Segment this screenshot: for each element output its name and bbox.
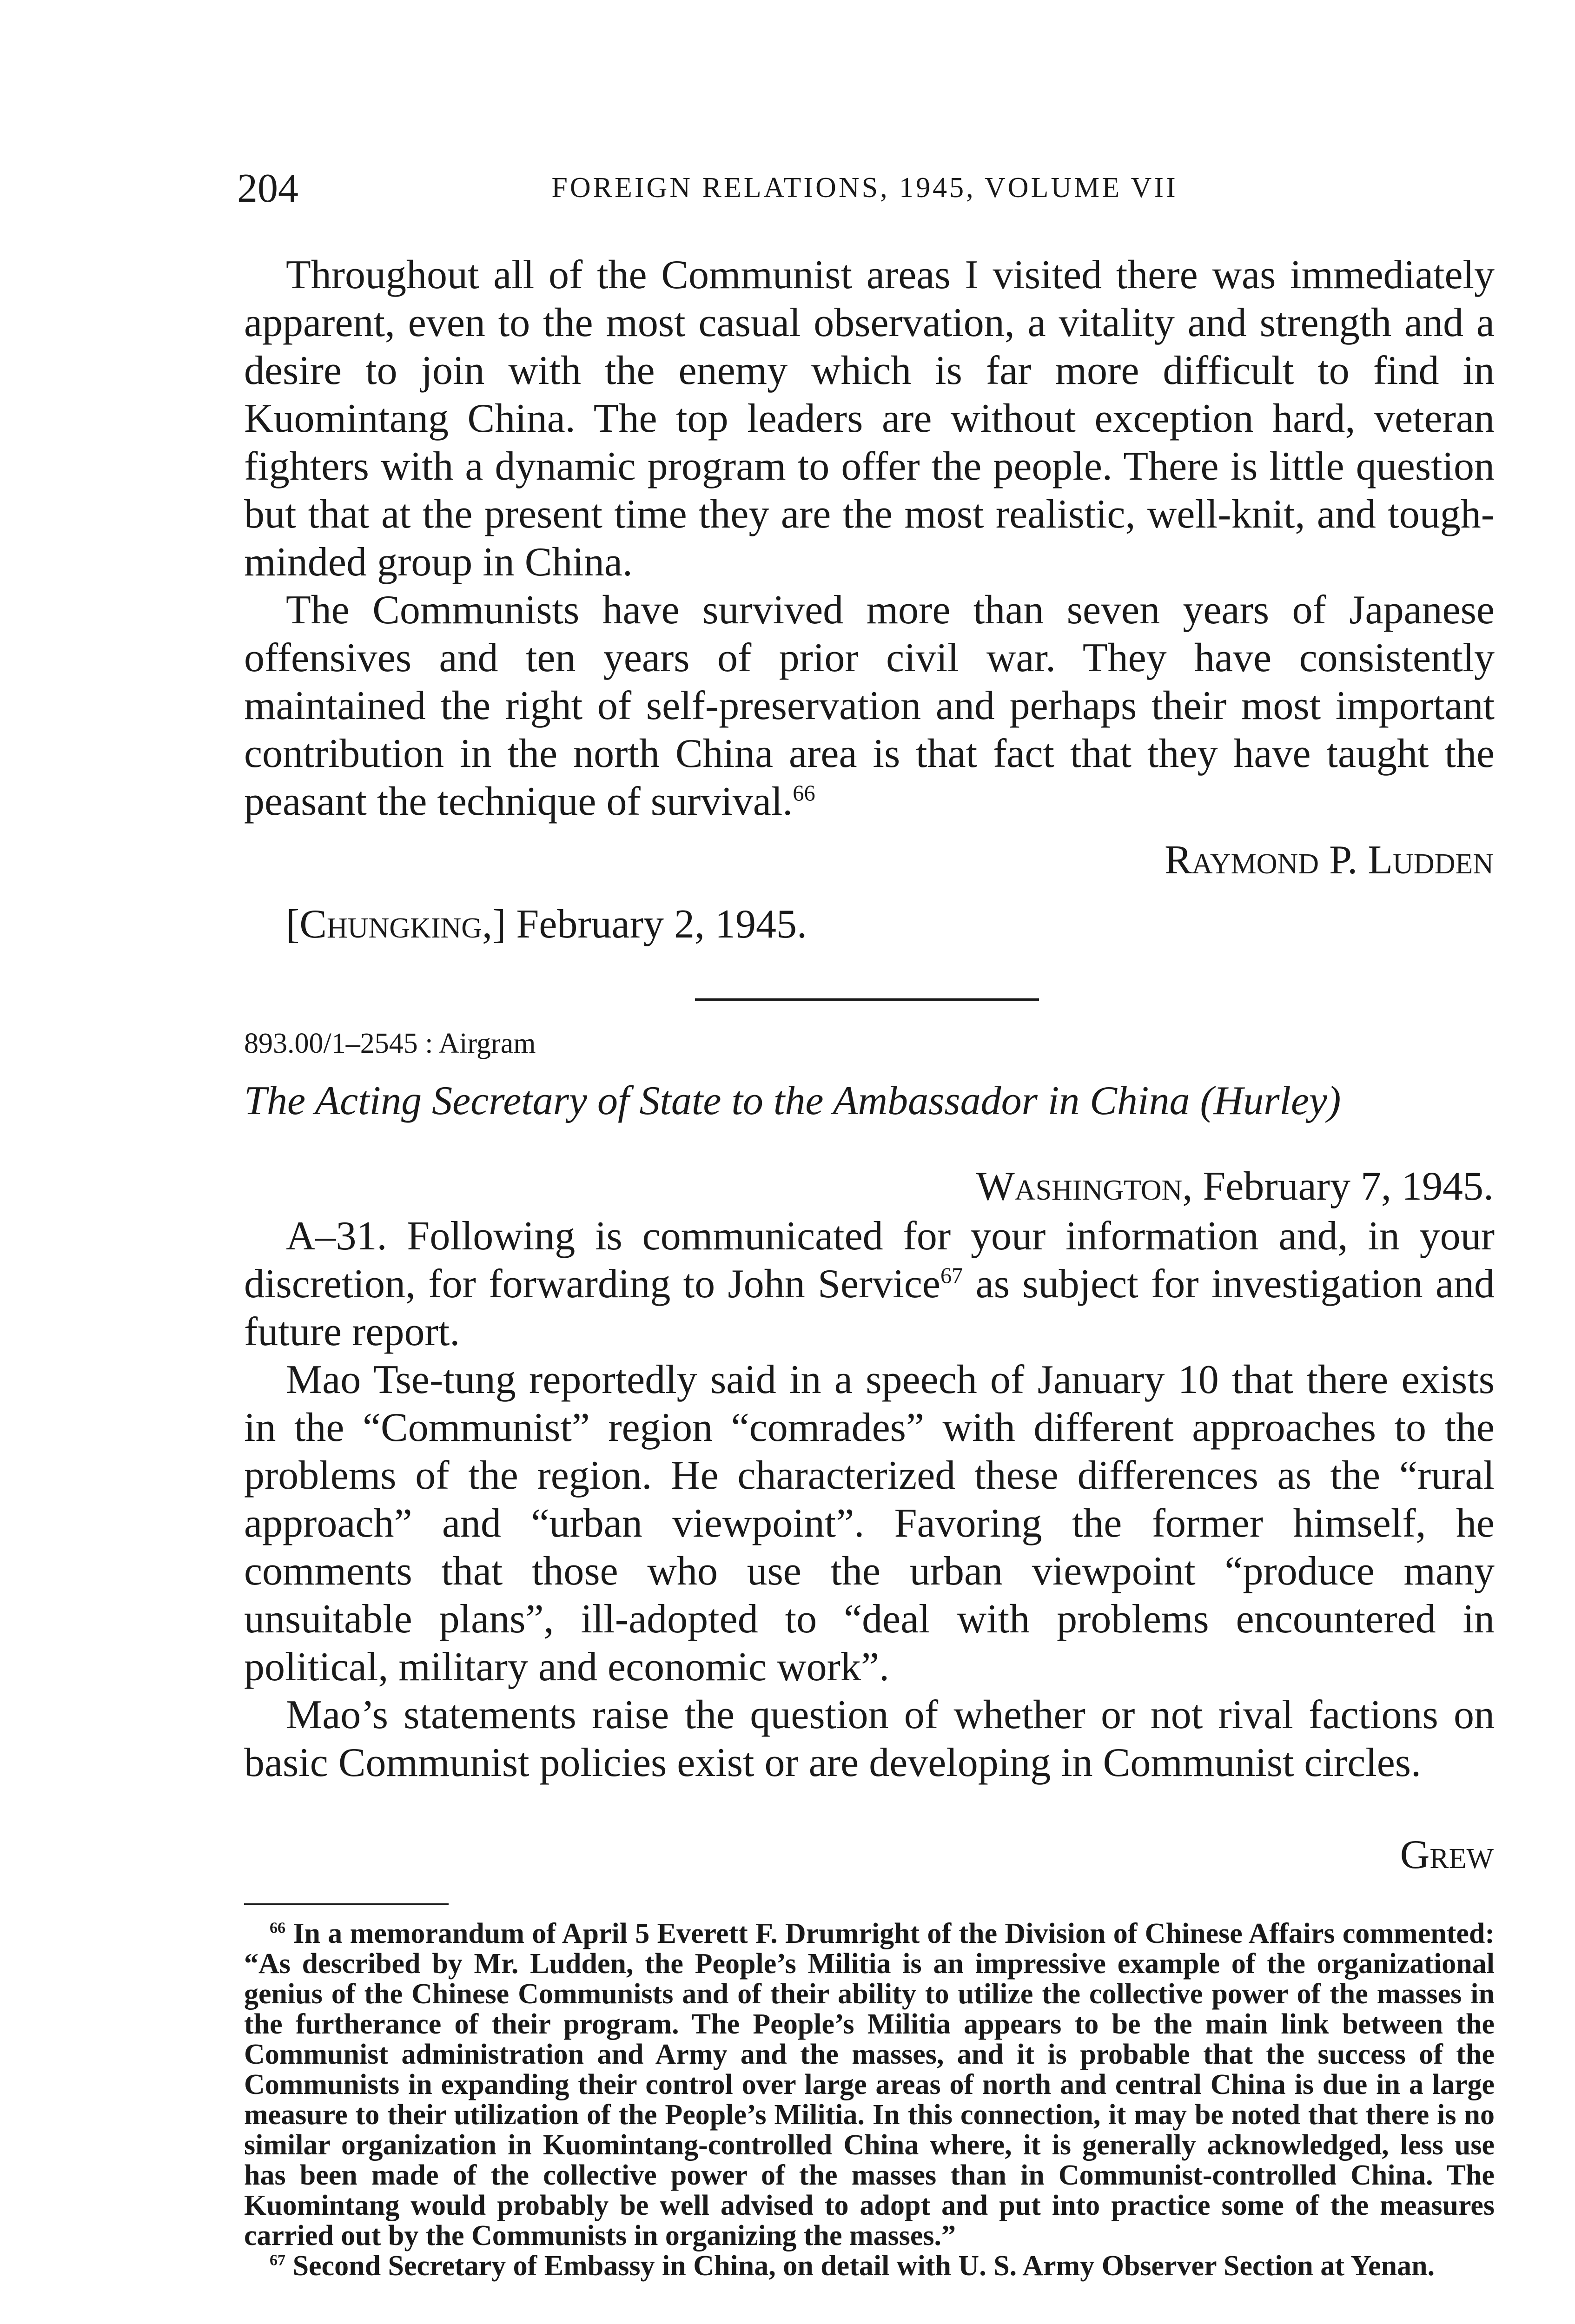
footnote-ref: 67: [940, 1263, 963, 1288]
section-divider: [695, 998, 1039, 1001]
footnote-rule: [244, 1903, 449, 1905]
running-title: FOREIGN RELATIONS, 1945, VOLUME VII: [551, 172, 1178, 204]
paragraph: Mao’s statements raise the question of whether or not rival factions on basic Communist policies exist or are developing in Communist circles.: [244, 1692, 1495, 1785]
paragraph: The Communists have survived more than seven years of Japanese offensives and ten years of prior civil war. They have consistently maintained the right of self-preservation and perhaps their most important contribution in the north China area is that fact that they have taught the peasant the technique of survival.$^{66}$: [244, 588, 1495, 824]
ludden-report-body: [244, 251, 1495, 825]
dateline: Washington, February 7, 1945.: [976, 1164, 1494, 1209]
footnote-66: $^{66}$ In a memorandum of April 5 Everett F. Drumright of the Division of Chinese Affairs commented: “As described by Mr. Ludden, the People’s Militia is an impressive example of the organizational genius of the Chinese Communists and of their ability to utilize the collective power of the masses in the furtherance of their program. The People’s Militia appears to be the main link between the Communist administration and Army and the masses, and it is probable that the success of the Communists in expanding their control over large areas of north and central China is due in a large measure to their utilization of the People’s Militia. In this connection, it may be noted that there is no similar organization in Kuomintang-controlled China where, it is generally acknowledged, less use has been made of the collective power of the masses than in Communist-controlled China. The Kuomintang would probably be well advised to adopt and put into practice some of the measures carried out by the Communists in organizing the masses.”: [244, 1918, 1495, 2251]
page-header: [237, 165, 1492, 216]
dateline: [Chungking,] February 2, 1945.: [286, 902, 807, 947]
signature: Grew: [1400, 1832, 1494, 1877]
paragraph: A–31. Following is communicated for your information and, in your discretion, for forwarding to John Service$^{67}$ as subject for investigation and future report.: [244, 1214, 1495, 1354]
paragraph: Mao Tse-tung reportedly said in a speech of January 10 that there exists in the “Communist” region “comrades” with different approaches to the problems of the region. He characterized these differences as the “rural approach” and “urban viewpoint”. Favoring the former himself, he comments that those who use the urban viewpoint “produce many unsuitable plans”, ill-adopted to “deal with problems encountered in political, military and economic work”.: [244, 1357, 1495, 1690]
footnote-67: $^{67}$ Second Secretary of Embassy in China, on detail with U. S. Army Observer Section at Yenan.: [270, 2250, 1435, 2282]
footnote-ref: 66: [793, 781, 815, 806]
footnotes: [244, 1919, 1495, 2281]
file-number: 893.00/1–2545 : Airgram: [244, 1028, 536, 1059]
document-title: The Acting Secretary of State to the Ambassador in China (Hurley): [244, 1078, 1341, 1123]
page-number: 204: [237, 166, 298, 211]
airgram-body: [244, 1212, 1495, 1787]
paragraph: Throughout all of the Communist areas I visited there was immediately apparent, even to the most casual observation, a vitality and strength and a desire to join with the enemy which is far more difficult to find in Kuomintang China. The top leaders are without exception hard, veteran fighters with a dynamic program to offer the people. There is little question but that at the present time they are the most realistic, well-knit, and tough-minded group in China.: [244, 252, 1495, 585]
signature: Raymond P. Ludden: [1165, 838, 1494, 883]
